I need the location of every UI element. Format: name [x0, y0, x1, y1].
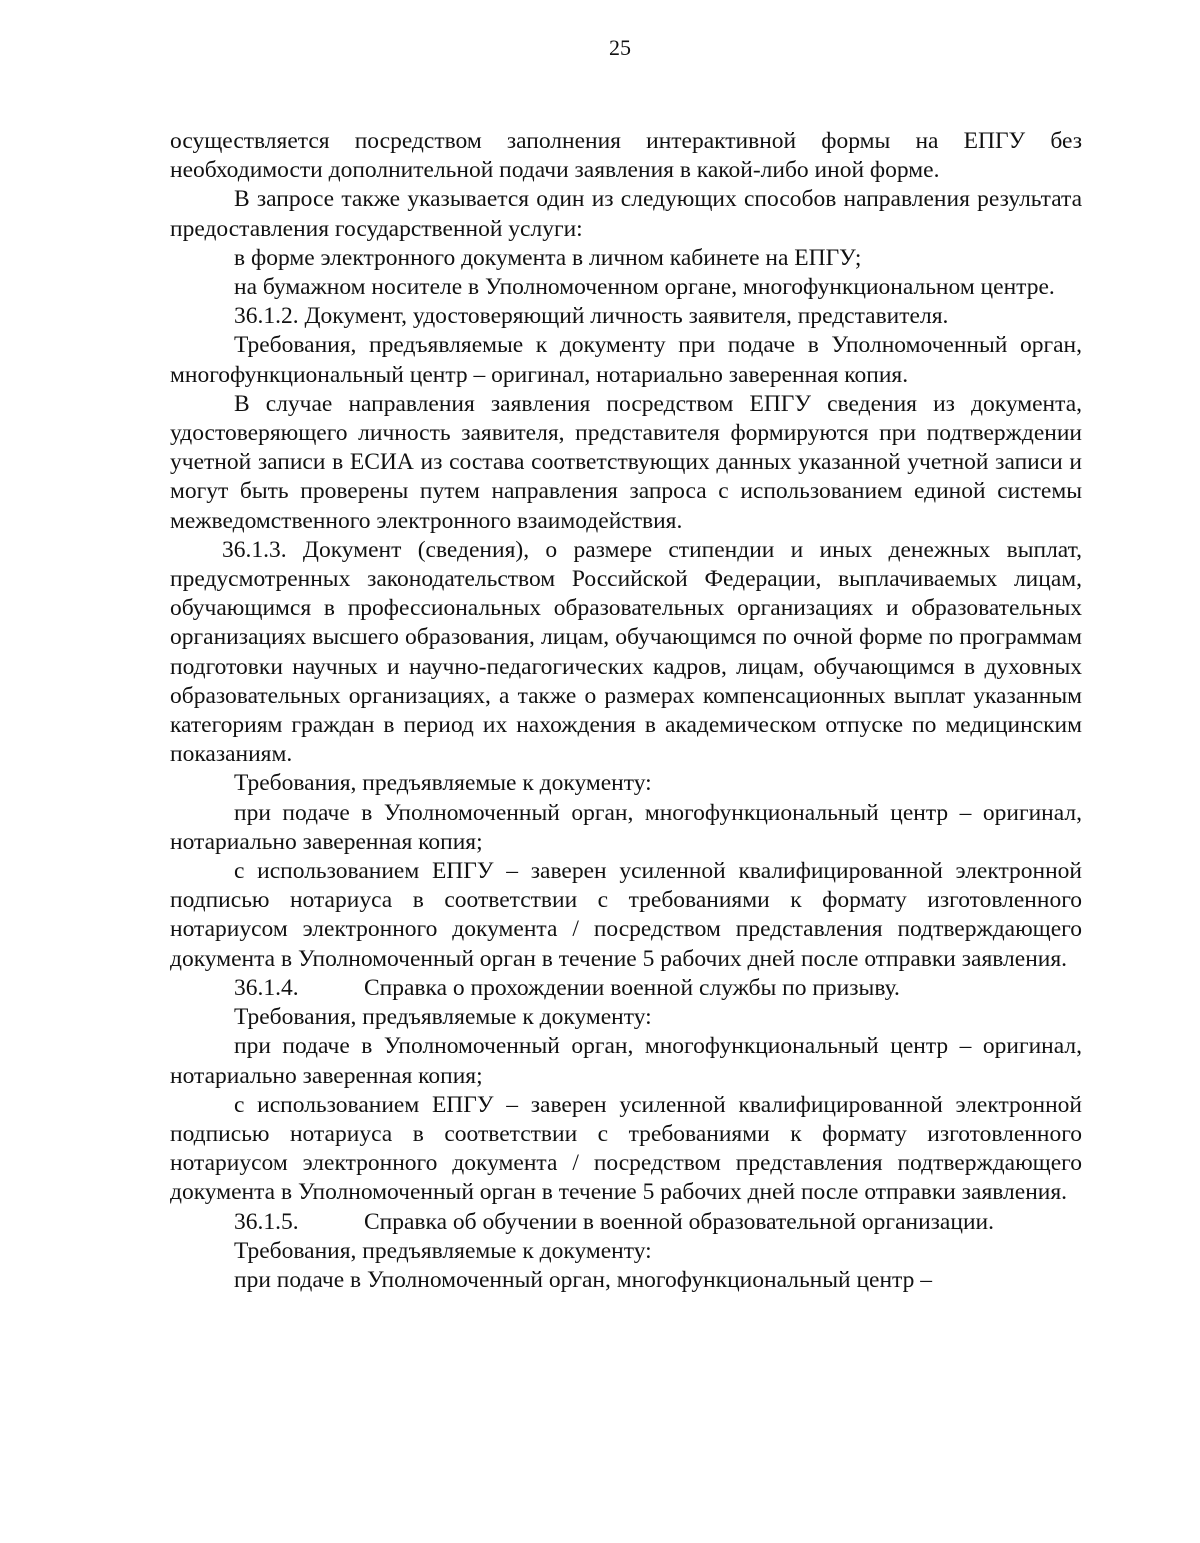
paragraph: в форме электронного документа в личном кабинете на ЕПГУ; — [234, 244, 862, 271]
item-number: 36.1.5. — [234, 1208, 299, 1235]
paragraph: 36.1.2. Документ, удостоверяющий личность заявителя, представителя. — [234, 303, 949, 330]
paragraph: Требования, предъявляемые к документу: — [234, 770, 652, 797]
paragraph: при подаче в Уполномоченный орган, многофункциональный центр – оригинал, нотариально заверенная копия; — [170, 1033, 1082, 1089]
paragraph: Требования, предъявляемые к документу при подаче в Уполномоченный орган, многофункциональный центр – оригинал, нотариально заверенная копия. — [170, 332, 1082, 388]
paragraph: при подаче в Уполномоченный орган, многофункциональный центр – оригинал, нотариально заверенная копия; — [170, 799, 1082, 855]
paragraph: Требования, предъявляемые к документу: — [234, 1237, 652, 1264]
page-number: 25 — [609, 35, 631, 60]
paragraph: при подаче в Уполномоченный орган, многофункциональный центр – — [234, 1266, 932, 1293]
numbered-item — [170, 974, 1082, 1003]
item-text: Справка о прохождении военной службы по призыву. — [364, 974, 900, 1001]
paragraph: 36.1.3. Документ (сведения), о размере стипендии и иных денежных выплат, предусмотренных законодательством Российской Федерации, выплачиваемых лицам, обучающимся в профессиональных образовательных организациях и образовательных организациях высшего образования, лицам, обучающимся по очной форме по программам подготовки научных и научно-педагогических кадров, лицам, обучающимся в духовных образовательных организациях, а также о размерах компенсационных выплат указанным категориям граждан в период их нахождения в академическом отпуске по медицинским показаниям. — [170, 536, 1082, 768]
paragraph: с использованием ЕПГУ – заверен усиленной квалифицированной электронной подписью нотариуса в соответствии с требованиями к формату изготовленного нотариусом электронного документа / посредством представления подтверждающего документа в Уполномоченный орган в течение 5 рабочих дней после отправки заявления. — [170, 858, 1082, 972]
paragraph: В случае направления заявления посредством ЕПГУ сведения из документа, удостоверяющего личность заявителя, представителя формируются при подтверждении учетной записи в ЕСИА из состава соответствующих данных указанной учетной записи и могут быть проверены путем направления запроса с использованием единой системы межведомственного электронного взаимодействия. — [170, 390, 1082, 534]
paragraph: на бумажном носителе в Уполномоченном органе, многофункциональном центре. — [234, 274, 1055, 301]
paragraph: с использованием ЕПГУ – заверен усиленной квалифицированной электронной подписью нотариуса в соответствии с требованиями к формату изготовленного нотариусом электронного документа / посредством представления подтверждающего документа в Уполномоченный орган в течение 5 рабочих дней после отправки заявления. — [170, 1091, 1082, 1206]
item-text: Справка об обучении в военной образовательной организации. — [364, 1208, 994, 1235]
numbered-item — [170, 1208, 1082, 1237]
item-number: 36.1.4. — [234, 974, 299, 1001]
paragraph: Требования, предъявляемые к документу: — [234, 1004, 652, 1031]
paragraph: осуществляется посредством заполнения интерактивной формы на ЕПГУ без необходимости дополнительной подачи заявления в какой-либо иной форме. — [170, 128, 1082, 184]
document-body — [170, 127, 1082, 1295]
paragraph: В запросе также указывается один из следующих способов направления результата предоставления государственной услуги: — [170, 186, 1082, 242]
